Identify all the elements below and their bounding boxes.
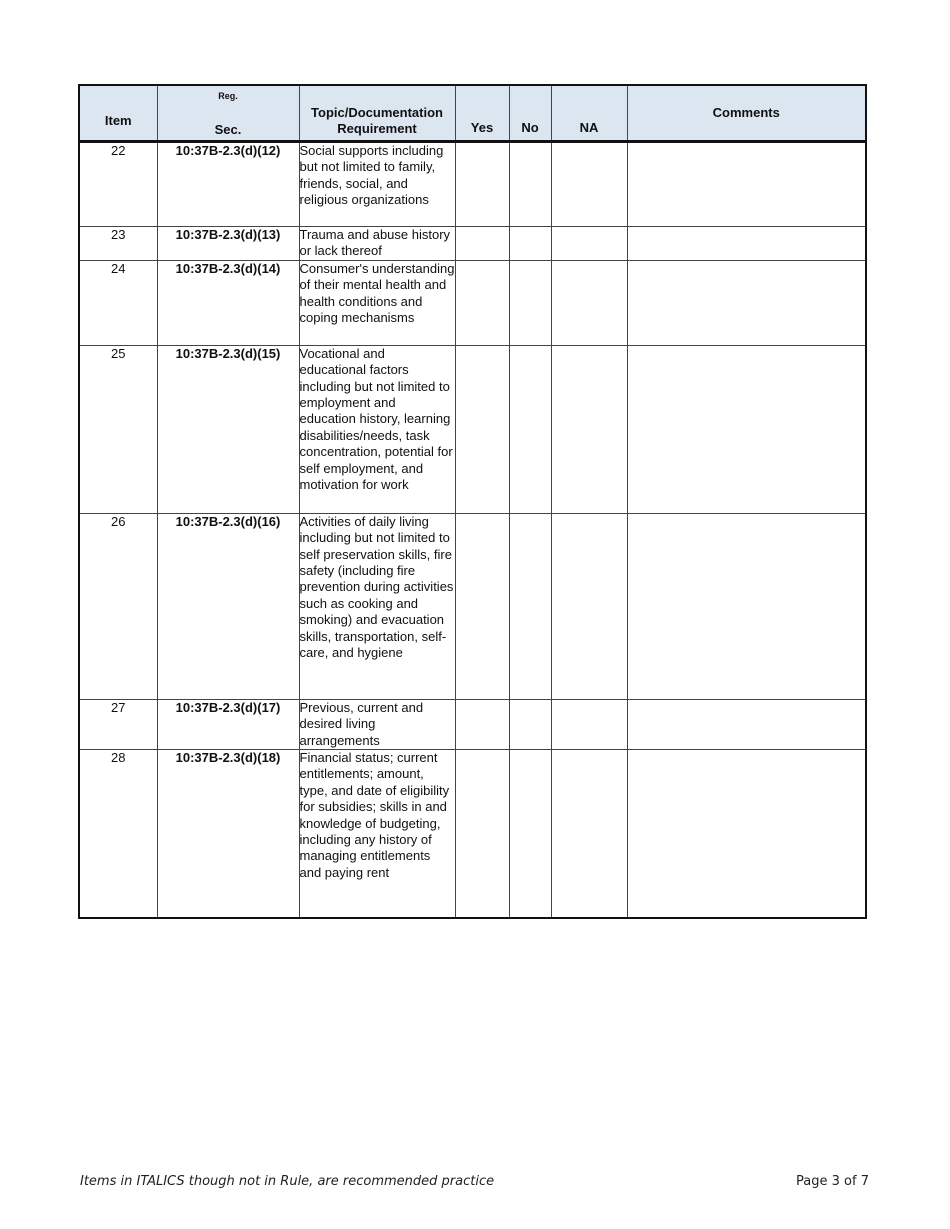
comments-cell[interactable]	[627, 142, 866, 227]
comments-cell[interactable]	[627, 227, 866, 261]
comments-cell[interactable]	[627, 345, 866, 513]
header-comments: Comments	[627, 85, 866, 142]
na-cell[interactable]	[551, 142, 627, 227]
yes-cell[interactable]	[455, 513, 509, 699]
topic-requirement: Previous, current and desired living arrangements	[299, 699, 455, 749]
item-number: 26	[79, 513, 157, 699]
item-number: 27	[79, 699, 157, 749]
header-reg-label: Reg.	[218, 91, 238, 101]
header-na: NA	[551, 85, 627, 142]
comments-cell[interactable]	[627, 513, 866, 699]
comments-cell[interactable]	[627, 699, 866, 749]
yes-cell[interactable]	[455, 227, 509, 261]
no-cell[interactable]	[509, 345, 551, 513]
header-yes: Yes	[455, 85, 509, 142]
header-item: Item	[79, 85, 157, 142]
yes-cell[interactable]	[455, 142, 509, 227]
yes-cell[interactable]	[455, 750, 509, 918]
yes-cell[interactable]	[455, 345, 509, 513]
table-row	[79, 750, 866, 918]
reg-section: 10:37B-2.3(d)(12)	[157, 142, 299, 227]
header-reg-sec	[157, 85, 299, 142]
comments-cell[interactable]	[627, 260, 866, 345]
na-cell[interactable]	[551, 750, 627, 918]
table-row	[79, 142, 866, 227]
table-row	[79, 699, 866, 749]
yes-cell[interactable]	[455, 260, 509, 345]
na-cell[interactable]	[551, 699, 627, 749]
header-topic: Topic/Documentation Requirement	[299, 85, 455, 142]
no-cell[interactable]	[509, 227, 551, 261]
no-cell[interactable]	[509, 699, 551, 749]
item-number: 25	[79, 345, 157, 513]
yes-cell[interactable]	[455, 699, 509, 749]
item-number: 23	[79, 227, 157, 261]
table-row	[79, 513, 866, 699]
item-number: 28	[79, 750, 157, 918]
table-header-row	[79, 85, 866, 142]
topic-requirement: Consumer's understanding of their mental health and health conditions and coping mechanisms	[299, 260, 455, 345]
comments-cell[interactable]	[627, 750, 866, 918]
header-sec-label: Sec.	[214, 122, 242, 137]
no-cell[interactable]	[509, 513, 551, 699]
na-cell[interactable]	[551, 513, 627, 699]
topic-requirement: Social supports including but not limited to family, friends, social, and religious organizations	[299, 142, 455, 227]
reg-section: 10:37B-2.3(d)(15)	[157, 345, 299, 513]
header-no: No	[509, 85, 551, 142]
footer-note: Items in ITALICS though not in Rule, are recommended practice	[80, 1174, 495, 1189]
table-row	[79, 345, 866, 513]
reg-section: 10:37B-2.3(d)(13)	[157, 227, 299, 261]
table-row	[79, 227, 866, 261]
page-number: Page 3 of 7	[796, 1174, 869, 1189]
topic-requirement: Activities of daily living including but not limited to self preservation skills, fire safety (including fire prevention during activities such as cooking and smoking) and evacuation skills, transportation, self-care, and hygiene	[299, 513, 455, 699]
na-cell[interactable]	[551, 227, 627, 261]
reg-section: 10:37B-2.3(d)(17)	[157, 699, 299, 749]
no-cell[interactable]	[509, 142, 551, 227]
reg-section: 10:37B-2.3(d)(18)	[157, 750, 299, 918]
na-cell[interactable]	[551, 345, 627, 513]
no-cell[interactable]	[509, 750, 551, 918]
checklist-table	[78, 84, 867, 919]
item-number: 22	[79, 142, 157, 227]
topic-requirement: Financial status; current entitlements; amount, type, and date of eligibility for subsidies; skills in and knowledge of budgeting, including any history of managing entitlements and paying rent	[299, 750, 455, 918]
topic-requirement: Vocational and educational factors including but not limited to employment and education history, learning disabilities/needs, task concentration, potential for self employment, and motivation for work	[299, 345, 455, 513]
reg-section: 10:37B-2.3(d)(14)	[157, 260, 299, 345]
reg-section: 10:37B-2.3(d)(16)	[157, 513, 299, 699]
table-row	[79, 260, 866, 345]
topic-requirement: Trauma and abuse history or lack thereof	[299, 227, 455, 261]
na-cell[interactable]	[551, 260, 627, 345]
no-cell[interactable]	[509, 260, 551, 345]
item-number: 24	[79, 260, 157, 345]
